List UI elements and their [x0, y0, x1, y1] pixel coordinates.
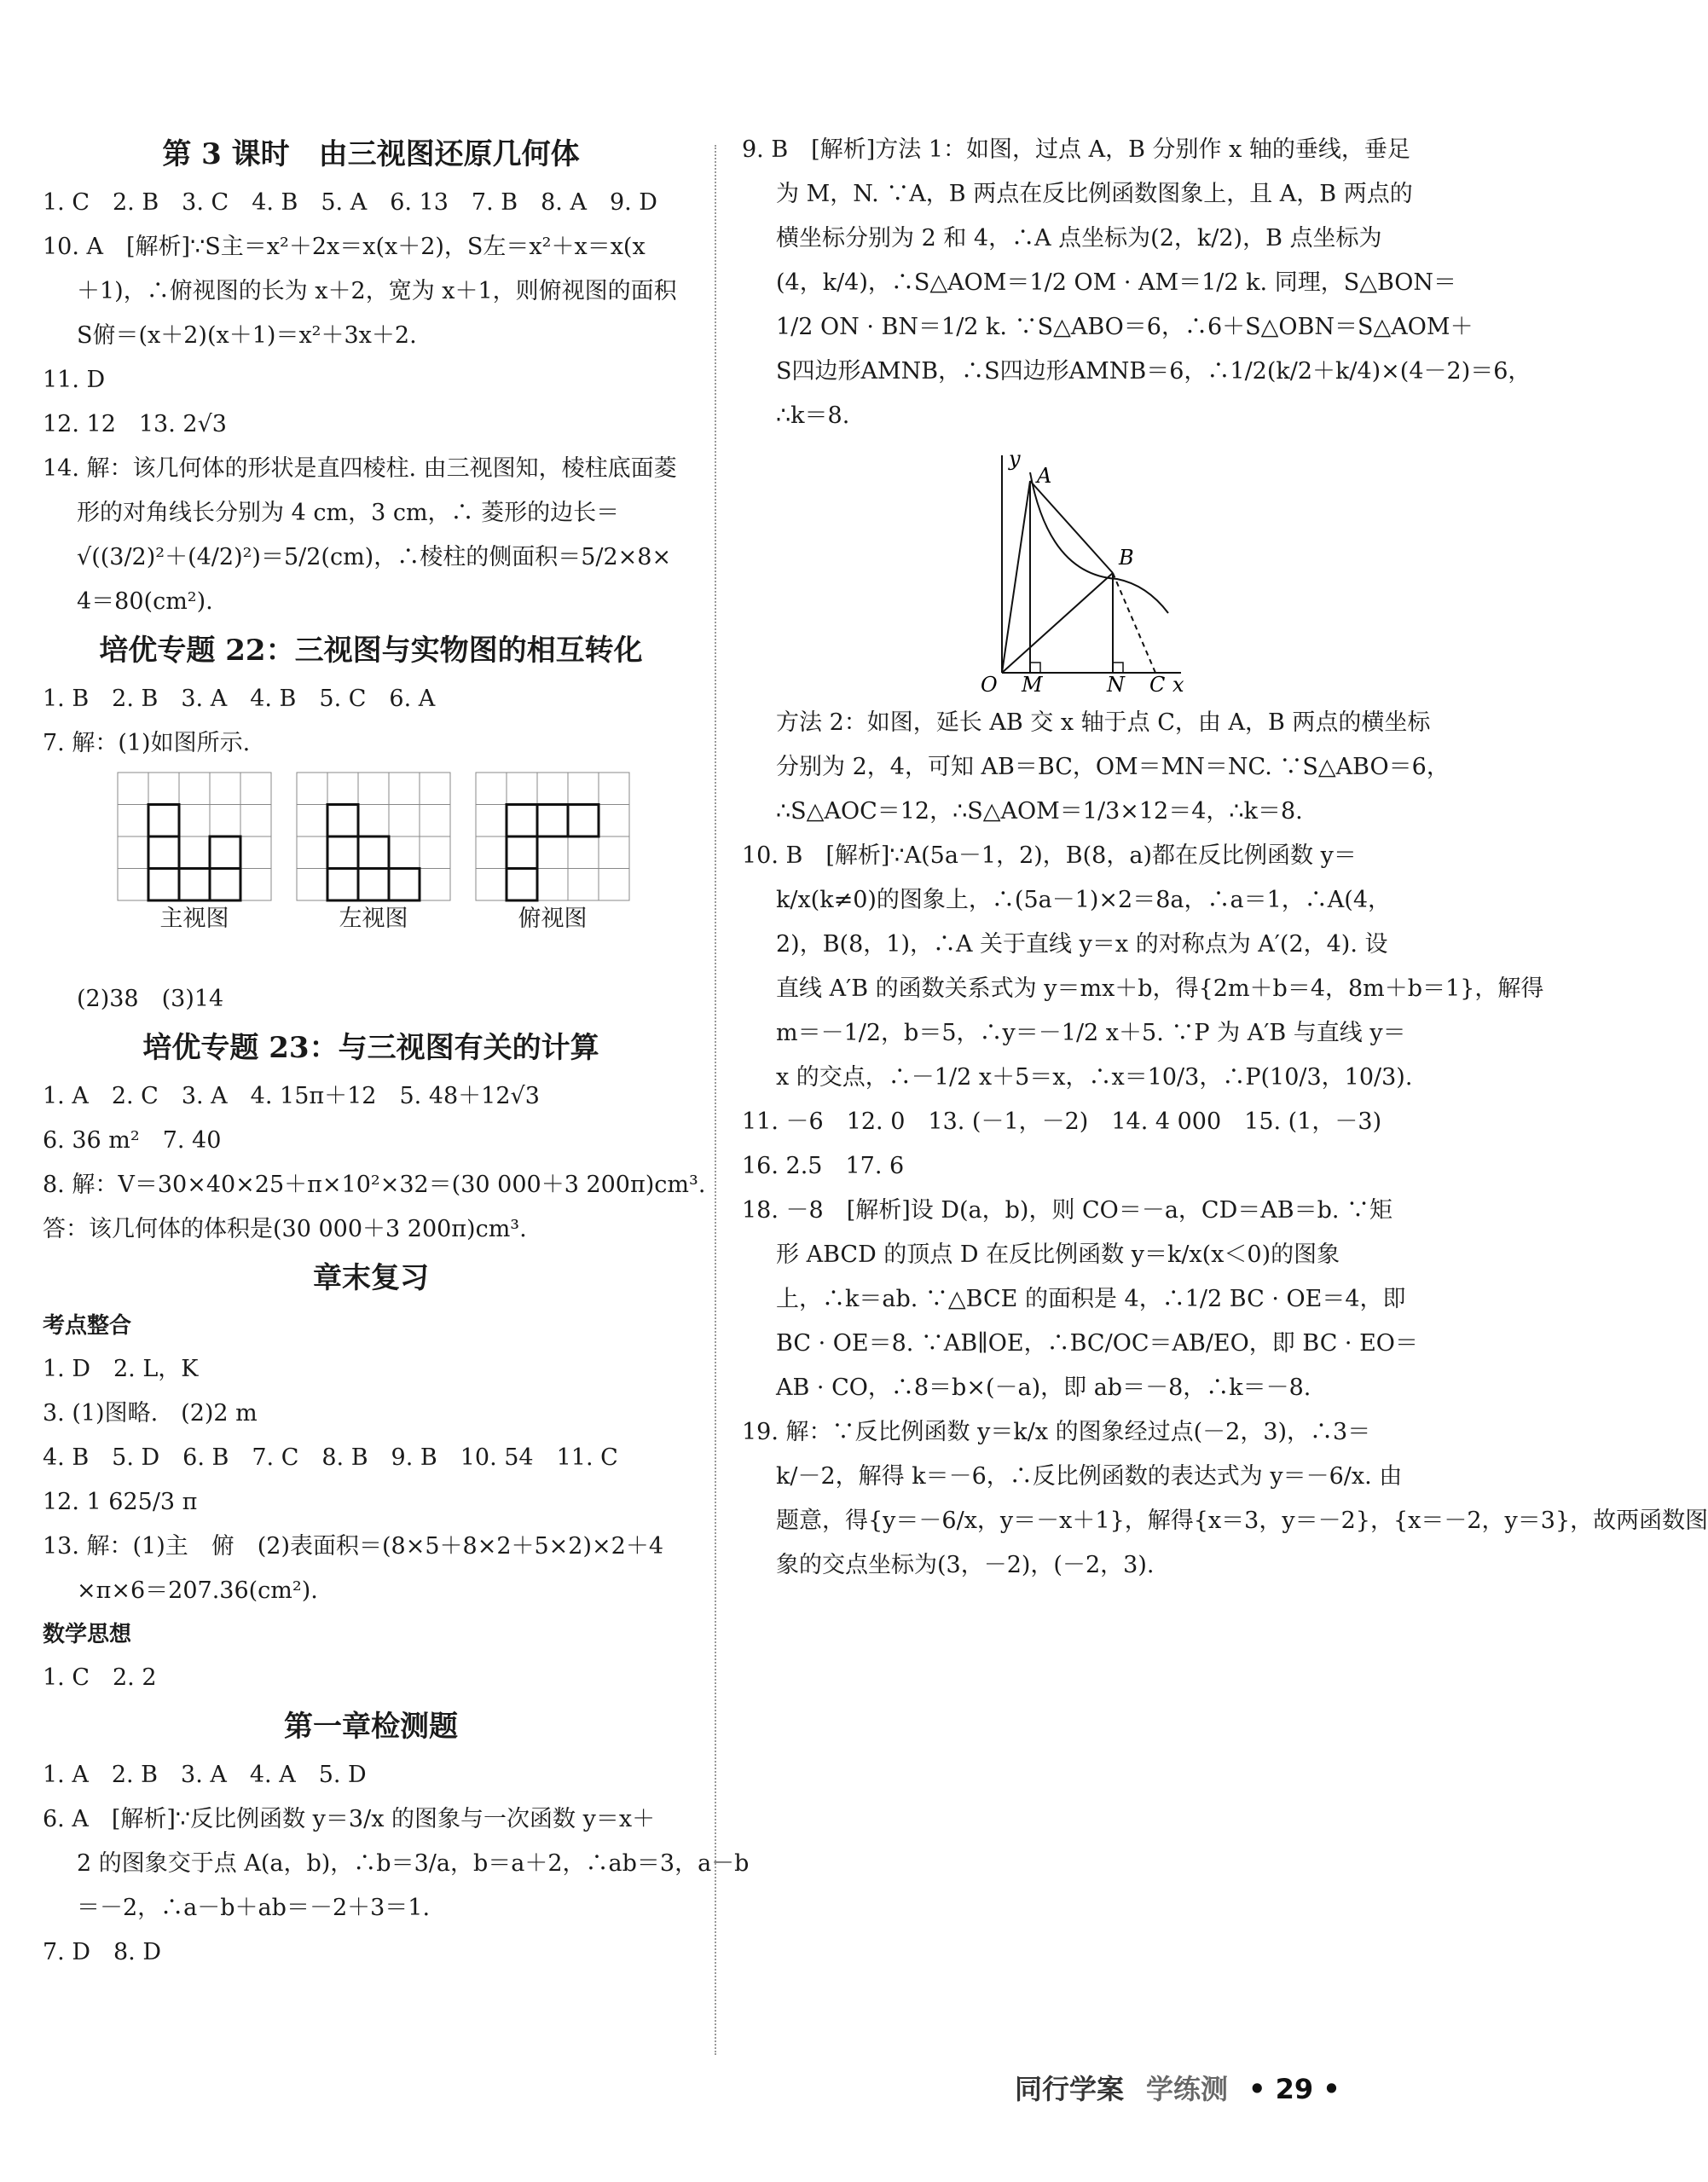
- text-line: m＝－1/2，b＝5，∴y＝－1/2 x＋5. ∵P 为 A′B 与直线 y＝: [776, 1020, 1406, 1046]
- text-line: 12. 1 625/3 π: [43, 1489, 198, 1515]
- text-line: S四边形AMNB，∴S四边形AMNB＝6，∴1/2(k/2＋k/4)×(4－2)＝6，: [776, 358, 1531, 385]
- page-footer: [1015, 2068, 1340, 2107]
- text-line: 题意，得{y＝－6/x，y＝－x＋1}，解得{x＝3，y＝－2}，{x＝－2，y＝3}，故两函数图: [776, 1508, 1708, 1534]
- topic23-title: 培优专题 23：与三视图有关的计算: [142, 1031, 599, 1065]
- top-view-grid: [476, 773, 629, 900]
- label-O: O: [981, 673, 998, 697]
- label-B: B: [1119, 546, 1134, 570]
- label-A: A: [1037, 464, 1052, 488]
- text-line: 象的交点坐标为(3，－2)，(－2，3).: [776, 1552, 1155, 1578]
- text-line: k/x(k≠0)的图象上，∴(5a－1)×2＝8a，∴a＝1，∴A(4，: [776, 887, 1391, 913]
- text-line: 16. 2.5 17. 6: [742, 1153, 905, 1179]
- footer-brand: 同行学案: [1015, 2073, 1125, 2105]
- topic23-answers: [43, 1074, 706, 1252]
- text-line: 8. 解：V＝30×40×25＋π×10²×32＝(30 000＋3 200π)cm³.: [43, 1172, 706, 1198]
- test-title: 第一章检测题: [284, 1710, 458, 1744]
- text-line: AB · CO，∴8＝b×(－a)，即 ab＝－8，∴k＝－8.: [776, 1375, 1311, 1401]
- text-line: 横坐标分别为 2 和 4，∴A 点坐标为(2，k/2)，B 点坐标为: [776, 225, 1382, 252]
- text-line: 1. C 2. B 3. C 4. B 5. A 6. 13 7. B 8. A 9. D: [43, 189, 657, 216]
- text-line: 分别为 2，4，可知 AB＝BC，OM＝MN＝NC. ∵S△ABO＝6，: [776, 754, 1450, 780]
- left-view-label: 左视图: [339, 906, 408, 932]
- text-line: ＝－2，∴a－b＋ab＝－2＋3＝1.: [77, 1895, 431, 1921]
- text-line: √((3/2)²＋(4/2)²)＝5/2(cm)，∴棱柱的侧面积＝5/2×8×: [77, 544, 672, 570]
- text-line: 11. －6 12. 0 13. (－1，－2) 14. 4 000 15. (1，－3): [742, 1108, 1382, 1135]
- text-line: x 的交点，∴－1/2 x＋5＝x，∴x＝10/3，∴P(10/3，10/3).: [776, 1064, 1413, 1091]
- text-line: k/－2，解得 k＝－6，∴反比例函数的表达式为 y＝－6/x. 由: [776, 1463, 1403, 1490]
- text-line: 9. B [解析]方法 1：如图，过点 A，B 分别作 x 轴的垂线，垂足: [742, 136, 1410, 163]
- front-view-grid: [118, 773, 271, 900]
- test-answers: [43, 1753, 750, 1975]
- label-C: C: [1149, 673, 1166, 697]
- top-view-label: 俯视图: [518, 906, 588, 932]
- text-line: 7. 解：(1)如图所示.: [43, 730, 251, 756]
- text-line: 1. A 2. C 3. A 4. 15π＋12 5. 48＋12√3: [43, 1083, 540, 1109]
- text-line: 方法 2：如图，延长 AB 交 x 轴于点 C，由 A，B 两点的横坐标: [776, 709, 1431, 736]
- lesson-title: 第 3 课时 由三视图还原几何体: [162, 137, 580, 171]
- text-line: 形 ABCD 的顶点 D 在反比例函数 y＝k/x(x＜0)的图象: [776, 1241, 1340, 1268]
- text-line: 11. D: [43, 367, 106, 393]
- right-angle-M: [1030, 663, 1040, 673]
- text-line: 4. B 5. D 6. B 7. C 8. B 9. B 10. 54 11. C: [43, 1444, 618, 1471]
- text-line: 10. B [解析]∵A(5a－1，2)，B(8，a)都在反比例函数 y＝: [742, 842, 1357, 869]
- right-angle-N: [1113, 663, 1123, 673]
- text-line: 1. C 2. 2: [43, 1664, 157, 1691]
- answer-9-solution: [742, 128, 1531, 438]
- label-y: y: [1009, 447, 1021, 471]
- segment-OB: [1002, 573, 1113, 673]
- text-line: 1. B 2. B 3. A 4. B 5. C 6. A: [43, 686, 436, 712]
- topic22-answers: [43, 677, 699, 766]
- topic22-answer-7-more: (2)38 (3)14: [77, 986, 224, 1012]
- text-line: 6. 36 m² 7. 40: [43, 1127, 222, 1154]
- label-x: x: [1172, 673, 1184, 697]
- three-views-figure: [43, 773, 699, 977]
- left-view-grid: [297, 773, 450, 900]
- hyperbola-curve: [1030, 472, 1168, 613]
- label-M: M: [1022, 673, 1043, 697]
- footer-series: 学练测: [1146, 2073, 1229, 2105]
- review-thinking-answers: [43, 1656, 699, 1700]
- lesson-answers: [43, 181, 699, 624]
- text-line: 答：该几何体的体积是(30 000＋3 200π)cm³.: [43, 1216, 527, 1242]
- text-line: 1/2 ON · BN＝1/2 k. ∵S△ABO＝6，∴6＋S△OBN＝S△AOM＋: [776, 314, 1474, 340]
- text-line: 4＝80(cm²).: [77, 588, 213, 615]
- text-line: 19. 解：∵反比例函数 y＝k/x 的图象经过点(－2，3)，∴3＝: [742, 1419, 1371, 1445]
- text-line: 2)，B(8，1)，∴A 关于直线 y＝x 的对称点为 A′(2，4). 设: [776, 931, 1388, 958]
- text-line: 3. (1)图略. (2)2 m: [43, 1400, 258, 1427]
- review-subtitle-points: 考点整合: [43, 1313, 132, 1339]
- review-subtitle-thinking: 数学思想: [43, 1622, 132, 1647]
- top-view: [476, 773, 629, 938]
- text-line: ×π×6＝207.36(cm²).: [77, 1577, 318, 1604]
- text-line: 直线 A′B 的函数关系式为 y＝mx＋b，得{2m＋b＝4，8m＋b＝1}，解得: [776, 975, 1544, 1002]
- review-title: 章末复习: [313, 1261, 429, 1295]
- text-line: 形的对角线长分别为 4 cm，3 cm，∴ 菱形的边长＝: [77, 500, 620, 526]
- label-N: N: [1107, 673, 1125, 697]
- text-line: 上，∴k＝ab. ∵△BCE 的面积是 4，∴1/2 BC · OE＝4，即: [776, 1286, 1406, 1312]
- function-graph: [742, 447, 1424, 697]
- segment-OA: [1002, 481, 1030, 673]
- text-line: (4，k/4)，∴S△AOM＝1/2 OM · AM＝1/2 k. 同理，S△BON＝: [776, 269, 1457, 296]
- text-line: 1. A 2. B 3. A 4. A 5. D: [43, 1762, 367, 1788]
- left-view: [297, 773, 450, 938]
- text-line: 13. 解：(1)主 俯 (2)表面积＝(8×5＋8×2＋5×2)×2＋4: [43, 1533, 663, 1560]
- text-line: 12. 12 13. 2√3: [43, 411, 227, 437]
- text-line: S俯＝(x＋2)(x＋1)＝x²＋3x＋2.: [77, 322, 417, 349]
- answers-10-to-19: [742, 701, 1708, 1588]
- text-line: 18. －8 [解析]设 D(a，b)，则 CO＝－a，CD＝AB＝b. ∵矩: [742, 1197, 1393, 1224]
- text-line: ＋1)，∴俯视图的长为 x＋2，宽为 x＋1，则俯视图的面积: [77, 278, 677, 304]
- front-view: [118, 773, 271, 938]
- column-divider: [715, 145, 716, 2055]
- text-line: 7. D 8. D: [43, 1939, 161, 1965]
- text-line: ∴k＝8.: [776, 402, 850, 429]
- right-column: [742, 128, 1708, 1588]
- text-line: 14. 解：该几何体的形状是直四棱柱. 由三视图知，棱柱底面菱: [43, 455, 677, 482]
- text-line: 1. D 2. L，K: [43, 1356, 199, 1382]
- text-line: ∴S△AOC＝12，∴S△AOM＝1/3×12＝4，∴k＝8.: [776, 798, 1303, 825]
- text-line: 10. A [解析]∵S主＝x²＋2x＝x(x＋2)，S左＝x²＋x＝x(x: [43, 234, 646, 260]
- text-line: BC · OE＝8. ∵AB∥OE，∴BC/OC＝AB/EO，即 BC · EO＝: [776, 1330, 1418, 1357]
- page-number: • 29 •: [1248, 2073, 1340, 2105]
- left-column: [43, 128, 750, 1975]
- text-line: 为 M，N. ∵A，B 两点在反比例函数图象上，且 A，B 两点的: [776, 181, 1413, 207]
- text-line: 2 的图象交于点 A(a，b)，∴b＝3/a，b＝a＋2，∴ab＝3，a－b: [77, 1850, 750, 1877]
- text-line: 6. A [解析]∵反比例函数 y＝3/x 的图象与一次函数 y＝x＋: [43, 1806, 656, 1832]
- segment-AB: [1030, 481, 1113, 573]
- segment-BC-dashed: [1113, 573, 1155, 673]
- front-view-label: 主视图: [159, 906, 229, 932]
- topic22-title: 培优专题 22：三视图与实物图的相互转化: [99, 634, 643, 668]
- review-points-answers: [43, 1347, 699, 1613]
